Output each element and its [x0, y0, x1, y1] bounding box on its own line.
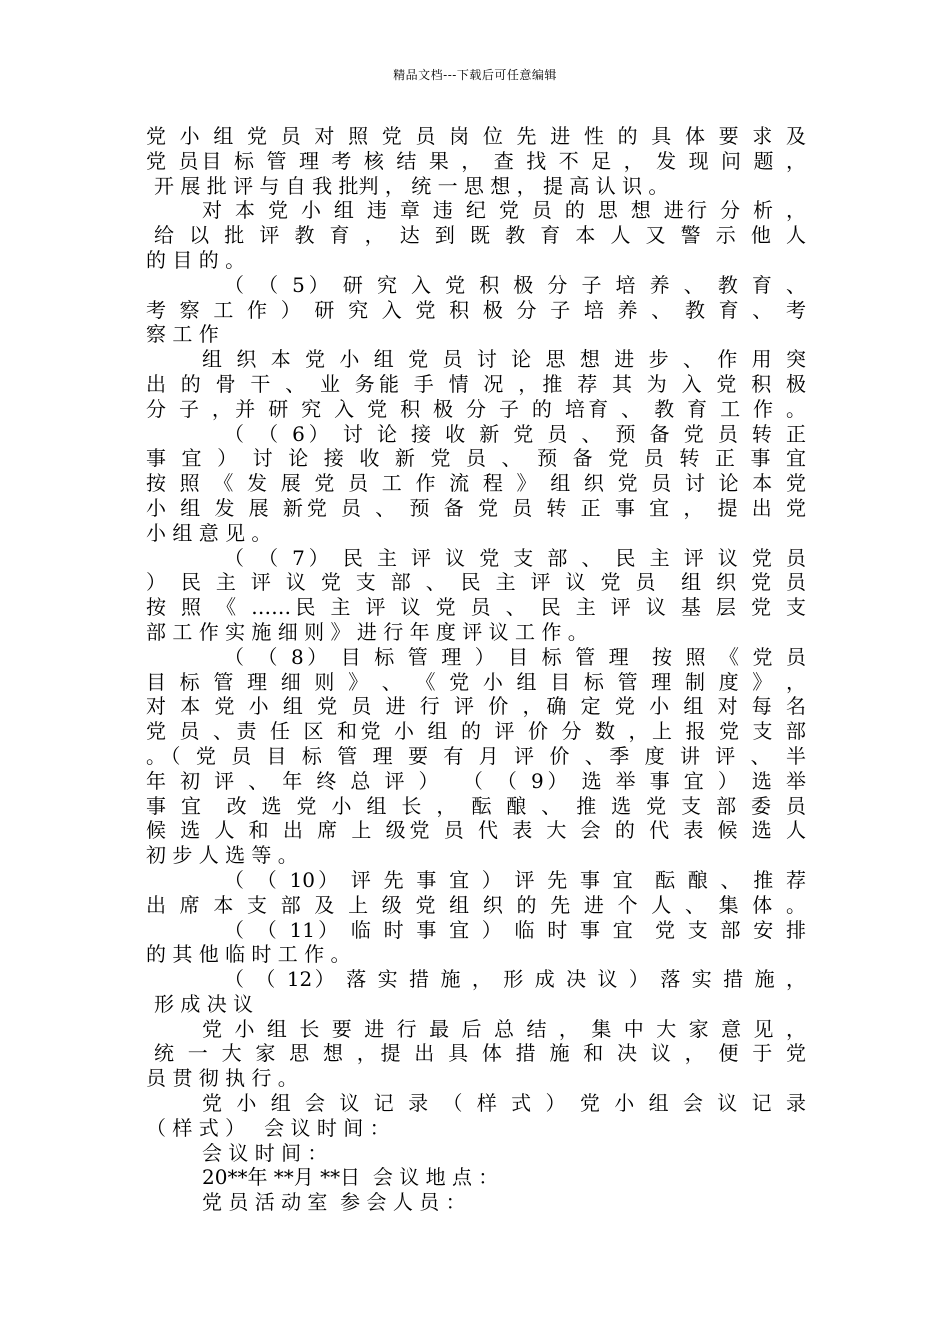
- text-line: 事 宜 改 选 党 小 组 长 ， 酝 酿 、 推 选 党 支 部 委 员: [146, 793, 806, 818]
- text-line: 党 小 组 会 议 记 录 （ 样 式 ） 党 小 组 会 议 记 录: [202, 1091, 806, 1116]
- text-line: 年 初 评 、 年 终 总 评 ） （ （ 9） 选 举 事 宜 ） 选 举: [146, 768, 806, 793]
- text-line: 员 贯 彻 执 行 。: [146, 1066, 298, 1091]
- text-line: 察 工 作: [146, 322, 219, 347]
- text-line: 候 选 人 和 出 席 上 级党 员 代 表 大 会 的 代 表 候 选 人: [146, 818, 806, 843]
- text-line: 组 织 本 党 小 组 党 员 讨 论 思 想 进 步 、 作 用 突: [202, 347, 806, 372]
- text-line: 按 照 《 ……民 主 评 议 党 员 、 民 主 评 议 基 层 党 支: [146, 595, 806, 620]
- text-line: 开 展 批 评 与 自 我 批判 ， 统 一 思 想 ， 提 高 认 识 。: [154, 173, 669, 198]
- text-line: 对 本 党 小 组 党 员 进 行 评 价 ，确 定 党 小 组 对 每 名: [146, 694, 806, 719]
- text-line: 对 本 党 小 组 违 章 违 纪 党 员 的 思 想 进行 分 析 ，: [202, 198, 806, 223]
- text-line: 出 的 骨 干 、 业 务能 手 情 况 ，推 荐 其 为 入 党 积 极: [146, 371, 806, 396]
- text-line: 的 其 他 临 时 工 作 。: [146, 942, 351, 967]
- text-line: 小 组 发 展 新党 员 、 预 备 党 员 转 正 事 宜 ， 提 出 党: [146, 495, 806, 520]
- text-line: 形 成 决 议: [154, 991, 254, 1016]
- text-line: 会 议 时 间 ：: [202, 1140, 328, 1165]
- page-header: 精品文档---下载后可任意编辑: [393, 68, 557, 82]
- text-line: 统 一 大 家 思 想 ，提 出 具 体 措 施 和 决 议 ， 便 于 党: [154, 1041, 806, 1066]
- text-line: 党 员目 标 管 理 考 核 结 果 ， 查 找 不 足 ， 发 现 问 题 ，: [146, 148, 806, 173]
- text-line: 党 员 、责 任 区 和党 小 组 的 评 价 分 数 ，上 报 党 支 部: [146, 719, 806, 744]
- text-line: 给 以 批 评 教 育 ， 达 到 既 教 育 本 人 又 警 示 他 人: [154, 223, 806, 248]
- text-line: 考 察 工 作 ） 研 究 入 党 积 极 分 子 培 养 、 教 育 、 考: [146, 297, 806, 322]
- text-line: （ （ 5） 研 究 入 党 积 极 分 子 培 养 、 教 育 、: [224, 272, 806, 297]
- text-line: （ 样 式 ） 会 议 时 间 ：: [146, 1115, 390, 1140]
- text-line: 分 子 ，并 研 究 入 党 积 极 分 子 的 培育 、 教 育 工 作 。: [146, 396, 806, 421]
- text-line: 党 员 活 动 室 参 会 人 员 ：: [202, 1190, 466, 1215]
- text-line: （ （ 7） 民 主 评 议 党 支 部 、 民 主 评 议 党 员: [224, 545, 806, 570]
- text-line: 目 标 管 理 细 则 》 、 《 党 小 组 目 标 管 理 制 度 》 ，: [146, 669, 806, 694]
- text-line: （ （ 6） 讨 论 接 收 新 党 员 、 预 备 党 员 转 正: [224, 421, 806, 446]
- text-line: 的 目 的 。: [146, 247, 246, 272]
- text-line: 初 步 人 选 等 。: [146, 843, 298, 868]
- text-line: （ （ 10） 评 先 事 宜 ） 评 先 事 宜 酝 酿 、 推 荐: [224, 867, 806, 892]
- text-line: ） 民 主 评 议 党 支 部 、 民 主 评 议 党 员 组 织 党 员: [146, 570, 806, 595]
- text-line: 小 组 意 见 。: [146, 520, 272, 545]
- text-line: 出 席 本 支 部 及 上 级 党 组 织 的 先 进 个 人 、 集 体 。: [146, 892, 806, 917]
- text-line: （ （ 12） 落 实 措 施 ， 形 成 决 议 ） 落 实 措 施 ，: [224, 967, 806, 992]
- document-body: [146, 124, 806, 1215]
- text-line: 20**年 **月 **日 会 议 地 点 ：: [202, 1165, 499, 1190]
- text-line: 党 小 组 党 员 对 照 党 员 岗 位 先 进 性 的 具 体 要 求 及: [146, 124, 806, 148]
- text-line: 按 照 《 发 展 党 员 工 作 流 程 》 组 织 党 员 讨 论 本 党: [146, 471, 806, 496]
- text-line: （ （ 8） 目 标 管 理 ） 目 标 管 理 按 照 《 党 员: [224, 644, 806, 669]
- text-line: 党 小 组 长 要 进 行 最 后 总 结 ， 集 中 大 家 意 见 ，: [202, 1016, 806, 1041]
- text-line: （ （ 11） 临 时 事 宜 ） 临 时 事 宜 党 支 部 安 排: [224, 917, 806, 942]
- text-line: 部 工 作 实 施 细 则 》 进 行 年 度 评 议 工 作 。: [146, 619, 588, 644]
- text-line: 。（ 党 员 目 标 管 理 要 有 月 评 价 、季 度 讲 评 、 半: [146, 743, 806, 768]
- text-line: 事 宜 ） 讨 论 接 收 新 党 员 、 预 备 党 员 转 正 事 宜: [146, 446, 806, 471]
